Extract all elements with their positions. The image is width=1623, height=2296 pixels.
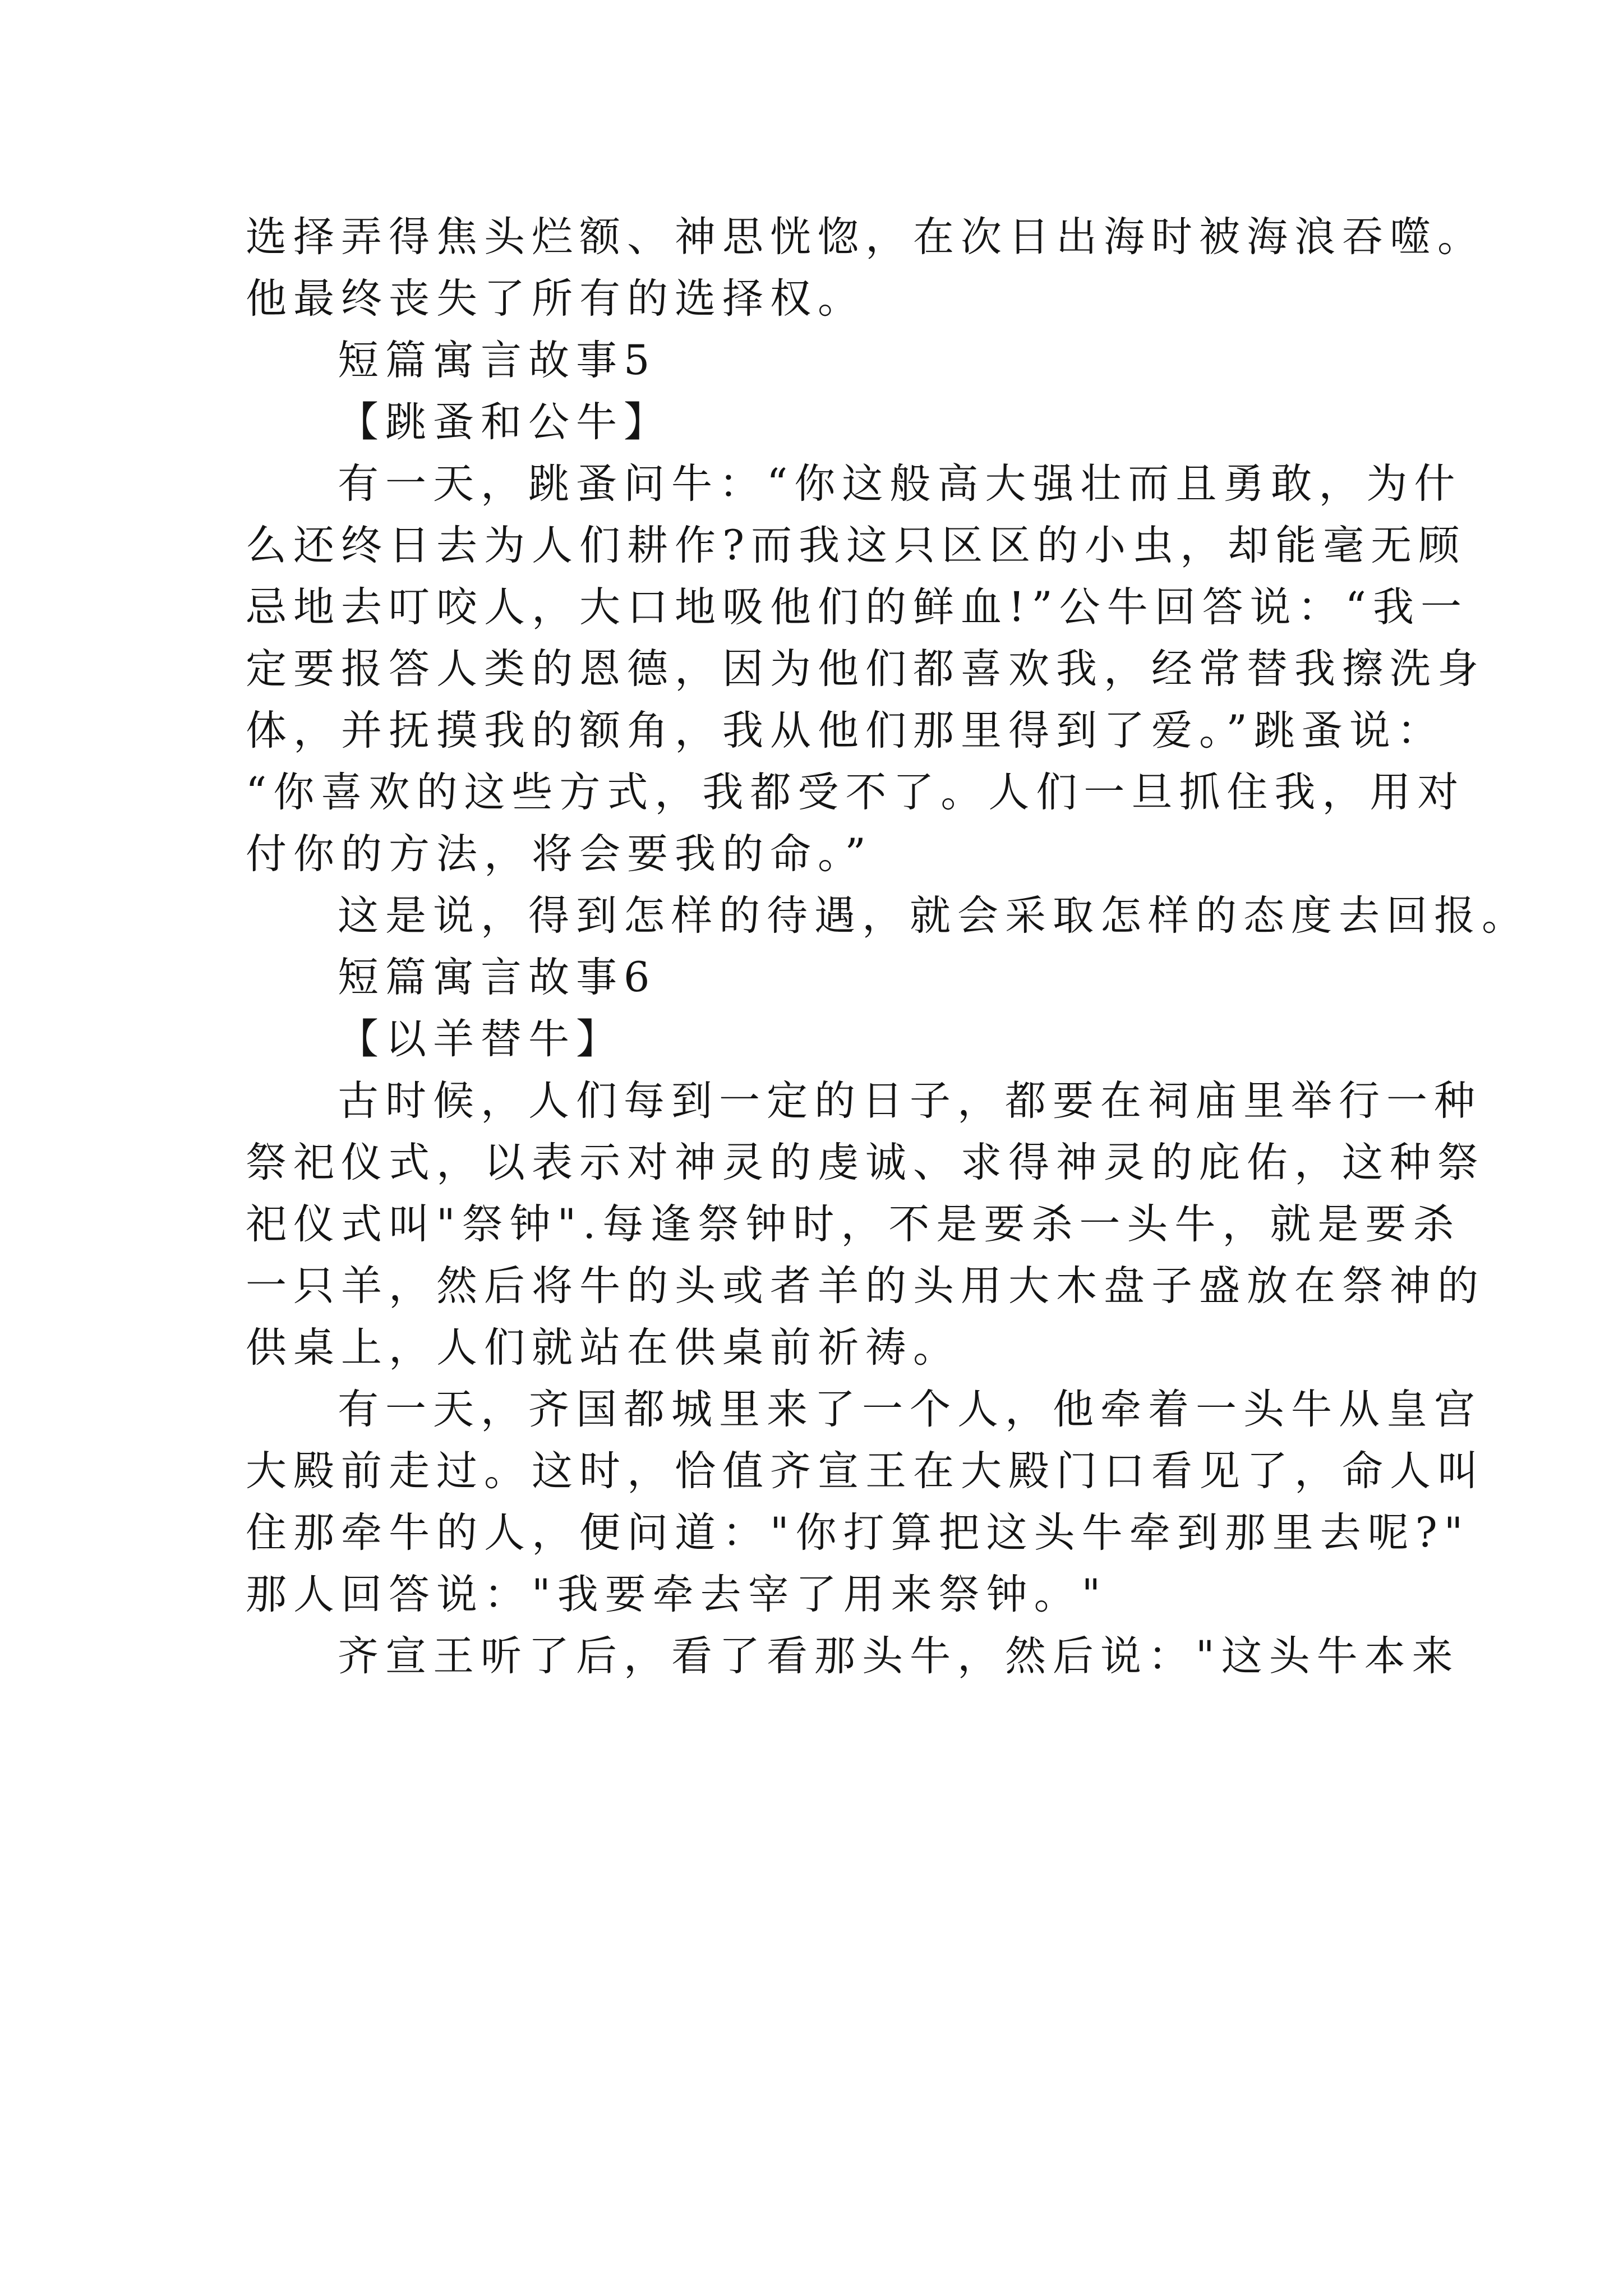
document-body (246, 206, 1529, 1687)
text-line: 一只羊，然后将牛的头或者羊的头用大木盘子盛放在祭神的 (246, 1262, 1485, 1310)
text-line: 么还终日去为人们耕作?而我这只区区的小虫，却能毫无顾 (246, 522, 1467, 569)
text-line: 祀仪式叫"祭钟".每逢祭钟时，不是要杀一头牛，就是要杀 (246, 1200, 1461, 1248)
text-line: “你喜欢的这些方式，我都受不了。人们一旦抓住我，用对 (246, 769, 1465, 816)
text-line: 大殿前走过。这时，恰值齐宣王在大殿门口看见了，命人叫 (246, 1447, 1485, 1495)
story-title: 【跳蚤和公牛】 (338, 398, 671, 446)
text-line: 古时候，人们每到一定的日子，都要在祠庙里举行一种 (338, 1077, 1482, 1125)
text-line: 供桌上，人们就站在供桌前祈祷。 (246, 1324, 961, 1372)
text-line: 付你的方法，将会要我的命。” (246, 830, 873, 878)
text-line: 住那牵牛的人，便问道："你打算把这头牛牵到那里去呢?" (246, 1509, 1470, 1557)
text-line: 选择弄得焦头烂额、神思恍惚，在次日出海时被海浪吞噬。 (246, 213, 1485, 261)
text-line: 祭祀仪式，以表示对神灵的虔诚、求得神灵的庇佑，这种祭 (246, 1139, 1485, 1186)
text-line: 有一天，跳蚤问牛：“你这般高大强壮而且勇敢，为什 (338, 460, 1462, 508)
text-line: 有一天，齐国都城里来了一个人，他牵着一头牛从皇宫 (338, 1386, 1482, 1433)
text-line: 这是说，得到怎样的待遇，就会采取怎样的态度去回报。 (338, 892, 1529, 940)
text-line: 忌地去叮咬人，大口地吸他们的鲜血!”公牛回答说：“我一 (246, 583, 1468, 631)
text-line: 他最终丧失了所有的选择权。 (246, 275, 865, 323)
text-line: 齐宣王听了后，看了看那头牛，然后说："这头牛本来 (338, 1632, 1460, 1680)
text-line: 定要报答人类的恩德，因为他们都喜欢我，经常替我擦洗身 (246, 645, 1485, 693)
story-title: 【以羊替牛】 (338, 1015, 624, 1063)
text-line: 那人回答说："我要牵去宰了用来祭钟。" (246, 1571, 1108, 1618)
text-line: 体，并抚摸我的额角，我从他们那里得到了爱。”跳蚤说： (246, 707, 1445, 754)
section-heading: 短篇寓言故事5 (338, 337, 657, 384)
section-heading: 短篇寓言故事6 (338, 954, 657, 1001)
